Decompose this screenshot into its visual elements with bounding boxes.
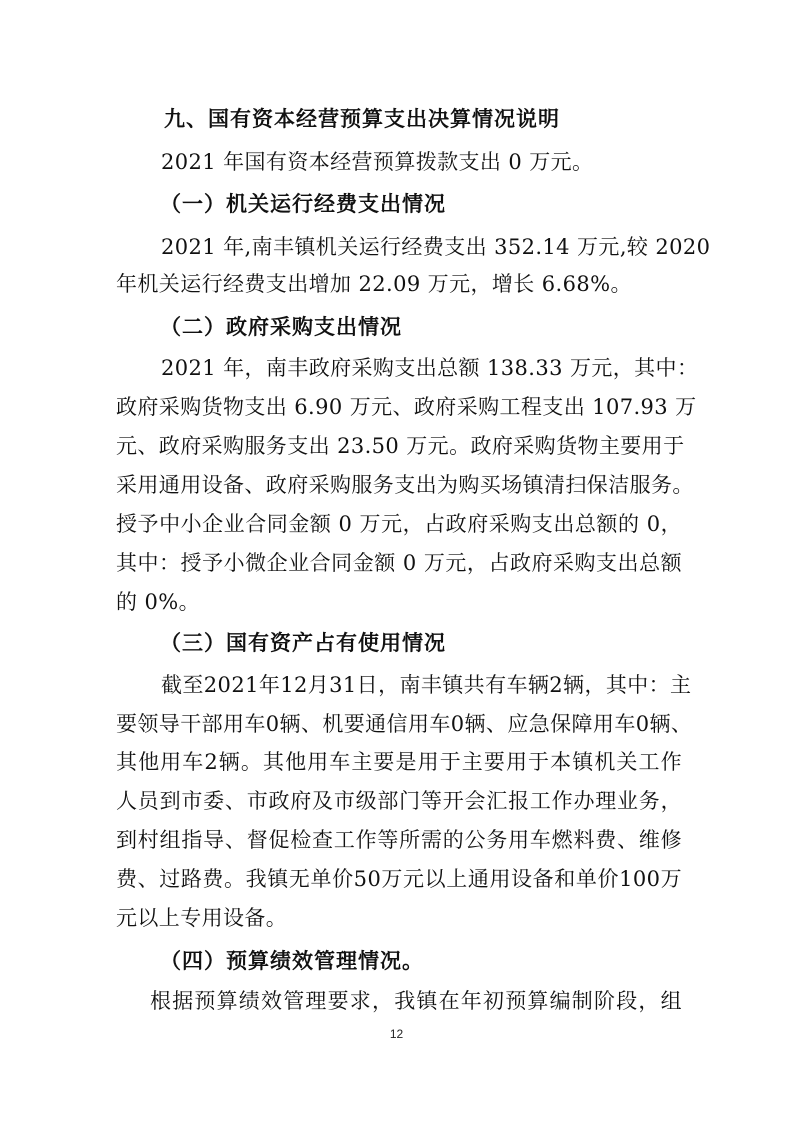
performance-line: 根据预算绩效管理要求，我镇在年初预算编制阶段，组 <box>150 989 682 1013</box>
heading-assets: （三）国有资产占有使用情况 <box>160 631 446 655</box>
assets-line: 元以上专用设备。 <box>116 906 288 930</box>
page-number: 12 <box>389 1027 404 1041</box>
procurement-line: 其中：授予小微企业合同金额 0 万元，占政府采购支出总额 <box>116 551 682 575</box>
procurement-line: 元、政府采购服务支出 23.50 万元。政府采购货物主要用于 <box>116 434 685 458</box>
section-title: 九、国有资本经营预算支出决算情况说明 <box>164 107 560 131</box>
heading-operating-expenses: （一）机关运行经费支出情况 <box>160 192 446 216</box>
assets-line: 人员到市委、市政府及市级部门等开会汇报工作办理业务， <box>116 789 682 813</box>
assets-line: 到村组指导、督促检查工作等所需的公务用车燃料费、维修 <box>116 828 682 852</box>
procurement-line: 的 0%。 <box>116 590 200 614</box>
assets-line: 其他用车2辆。其他用车主要是用于主要用于本镇机关工作 <box>116 750 682 774</box>
assets-line: 费、过路费。我镇无单价50万元以上通用设备和单价100万 <box>116 867 682 891</box>
procurement-line: 2021 年，南丰政府采购支出总额 138.33 万元，其中： <box>161 356 699 380</box>
heading-performance: （四）预算绩效管理情况。 <box>160 949 424 973</box>
assets-line: 截至2021年12月31日，南丰镇共有车辆2辆，其中：主 <box>161 673 692 697</box>
operating-expenses-line: 2021 年,南丰镇机关运行经费支出 352.14 万元,较 2020 <box>161 235 711 259</box>
procurement-line: 授予中小企业合同金额 0 万元，占政府采购支出总额的 0， <box>116 512 682 536</box>
assets-line: 要领导干部用车0辆、机要通信用车0辆、应急保障用车0辆、 <box>116 712 693 736</box>
heading-procurement: （二）政府采购支出情况 <box>160 315 402 339</box>
operating-expenses-line: 年机关运行经费支出增加 22.09 万元，增长 6.68%。 <box>116 272 632 296</box>
procurement-line: 采用通用设备、政府采购服务支出为购买场镇清扫保洁服务。 <box>116 473 694 497</box>
procurement-line: 政府采购货物支出 6.90 万元、政府采购工程支出 107.93 万 <box>116 395 697 419</box>
capital-budget-text: 2021 年国有资本经营预算拨款支出 0 万元。 <box>161 150 594 174</box>
